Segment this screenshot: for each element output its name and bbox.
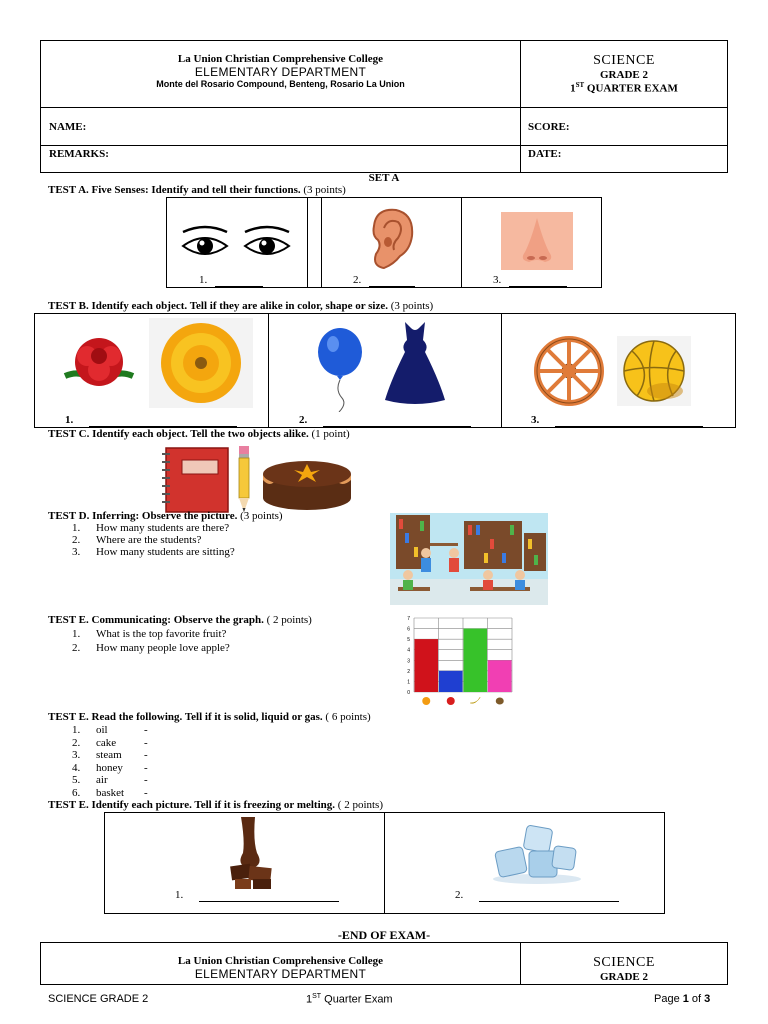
exam-label: 1ST QUARTER EXAM	[570, 81, 678, 95]
yellow-flower-icon	[149, 318, 253, 408]
test-e2-title: TEST E. Read the following. Tell if it is solid, liquid or gas. ( 6 points)	[48, 711, 371, 723]
y-tick-label: 4	[407, 647, 410, 654]
test-b-answer-2[interactable]	[323, 416, 471, 427]
school-address: Monte del Rosario Compound, Benteng, Rosario La Union	[156, 79, 405, 89]
test-b-box	[34, 313, 736, 428]
bar-banana	[464, 629, 488, 692]
fruit-bar-chart	[402, 612, 518, 710]
test-d-question-1: 1. How many students are there?	[72, 522, 230, 534]
nose-icon	[501, 212, 573, 270]
subject-title: SCIENCE	[593, 53, 655, 68]
test-e3-num-2: 2.	[455, 889, 464, 901]
y-tick-label: 6	[407, 626, 410, 633]
score-field-label: SCORE:	[528, 121, 570, 133]
ball-icon	[617, 336, 691, 406]
test-a-title: TEST A. Five Senses: Identify and tell their functions. (3 points)	[48, 184, 346, 196]
test-e1-questions	[72, 628, 230, 654]
header-divider-h2	[41, 145, 727, 146]
set-label: SET A	[368, 172, 400, 184]
test-e3-answer-1[interactable]	[199, 891, 339, 902]
test-b-answer-3[interactable]	[555, 416, 703, 427]
test-e2-item-1: 1. oil -	[72, 724, 148, 736]
test-a-answer-1[interactable]	[215, 276, 263, 287]
test-e3-title: TEST E. Identify each picture. Tell if it is freezing or melting. ( 2 points)	[48, 799, 384, 811]
department-name-2: ELEMENTARY DEPARTMENT	[194, 967, 367, 981]
melting-chocolate-icon	[219, 817, 281, 893]
test-e2-item-5: 5. air -	[72, 774, 148, 787]
library-students-picture	[390, 513, 548, 605]
test-e2-item-2: 2. cake -	[72, 736, 148, 749]
apple-icon	[447, 697, 455, 705]
cake-icon	[260, 456, 354, 512]
test-e1-question-1: 1. What is the top favorite fruit?	[72, 628, 227, 640]
header-table	[40, 40, 728, 173]
grade-label: GRADE 2	[600, 69, 648, 81]
test-e1-question-2: 2. How many people love apple?	[72, 642, 230, 654]
footer-left: SCIENCE GRADE 2	[48, 993, 149, 1005]
test-e2-item-3: 3. steam -	[72, 749, 148, 762]
dress-icon	[383, 320, 447, 406]
test-e3-num-1: 1.	[175, 889, 184, 901]
test-a-answer-3[interactable]	[509, 276, 567, 287]
y-tick-label: 0	[407, 690, 410, 696]
school-name: La Union Christian Comprehensive College	[177, 53, 384, 65]
balloon-icon	[315, 328, 365, 412]
test-e3-answer-2[interactable]	[479, 891, 619, 902]
test-b-num-1: 1.	[65, 414, 74, 426]
bar-orange	[415, 639, 439, 692]
header-divider-h1	[41, 107, 727, 108]
y-tick-label: 7	[407, 616, 410, 622]
test-e2-list	[72, 724, 148, 800]
y-tick-label: 3	[407, 658, 410, 665]
eyes-icon	[179, 224, 293, 266]
banana-icon	[470, 697, 480, 703]
test-a-num-1: 1.	[199, 274, 208, 286]
name-field-label: NAME:	[49, 121, 87, 133]
test-a-box	[166, 197, 602, 288]
test-e2-item-4: 4. honey -	[72, 761, 148, 774]
ear-icon	[362, 206, 420, 272]
school-name-2: La Union Christian Comprehensive College	[177, 955, 384, 967]
next-page-header	[40, 942, 728, 985]
test-e3-box	[104, 812, 665, 914]
subject-title-2: SCIENCE	[593, 955, 655, 970]
test-a-num-2: 2.	[353, 274, 362, 286]
test-d-question-2: 2. Where are the students?	[72, 534, 202, 546]
test-b-answer-1[interactable]	[89, 416, 237, 427]
test-a-answer-2[interactable]	[369, 276, 415, 287]
y-tick-label: 2	[407, 668, 410, 675]
department-name: ELEMENTARY DEPARTMENT	[194, 65, 367, 79]
test-a-num-3: 3.	[493, 274, 502, 286]
pencil-icon	[236, 446, 252, 514]
grade-label-2: GRADE 2	[600, 971, 648, 983]
test-c-title: TEST C. Identify each object. Tell the two objects alike. (1 point)	[48, 428, 350, 440]
test-b-num-2: 2.	[299, 414, 308, 426]
wheel-icon	[529, 336, 609, 406]
test-e2-item-6: 6. basket -	[72, 786, 148, 799]
test-d-title: TEST D. Inferring: Observe the picture. (3 points)	[48, 510, 283, 522]
y-tick-label: 1	[407, 679, 410, 686]
remarks-field-label: REMARKS:	[49, 148, 109, 160]
bar-apple	[439, 671, 463, 692]
test-d-question-3: 3. How many students are sitting?	[72, 546, 235, 558]
test-e1-title: TEST E. Communicating: Observe the graph. ( 2 points)	[48, 614, 312, 626]
end-of-exam: -END OF EXAM-	[337, 928, 431, 942]
test-b-title: TEST B. Identify each object. Tell if they are alike in color, shape or size. (3 points)	[48, 300, 434, 312]
kiwi-icon	[496, 698, 504, 705]
footer-page-number: Page 1 of 3	[654, 993, 711, 1005]
y-tick-label: 5	[407, 637, 410, 644]
orange-icon	[422, 697, 430, 705]
test-b-num-3: 3.	[531, 414, 540, 426]
footer-middle: 1ST Quarter Exam	[306, 993, 393, 1006]
date-field-label: DATE:	[528, 148, 562, 160]
notebook-icon	[160, 446, 230, 514]
bar-kiwi	[488, 660, 512, 692]
ice-cubes-icon	[489, 825, 585, 885]
test-d-questions	[72, 522, 235, 558]
red-flower-icon	[59, 334, 139, 392]
